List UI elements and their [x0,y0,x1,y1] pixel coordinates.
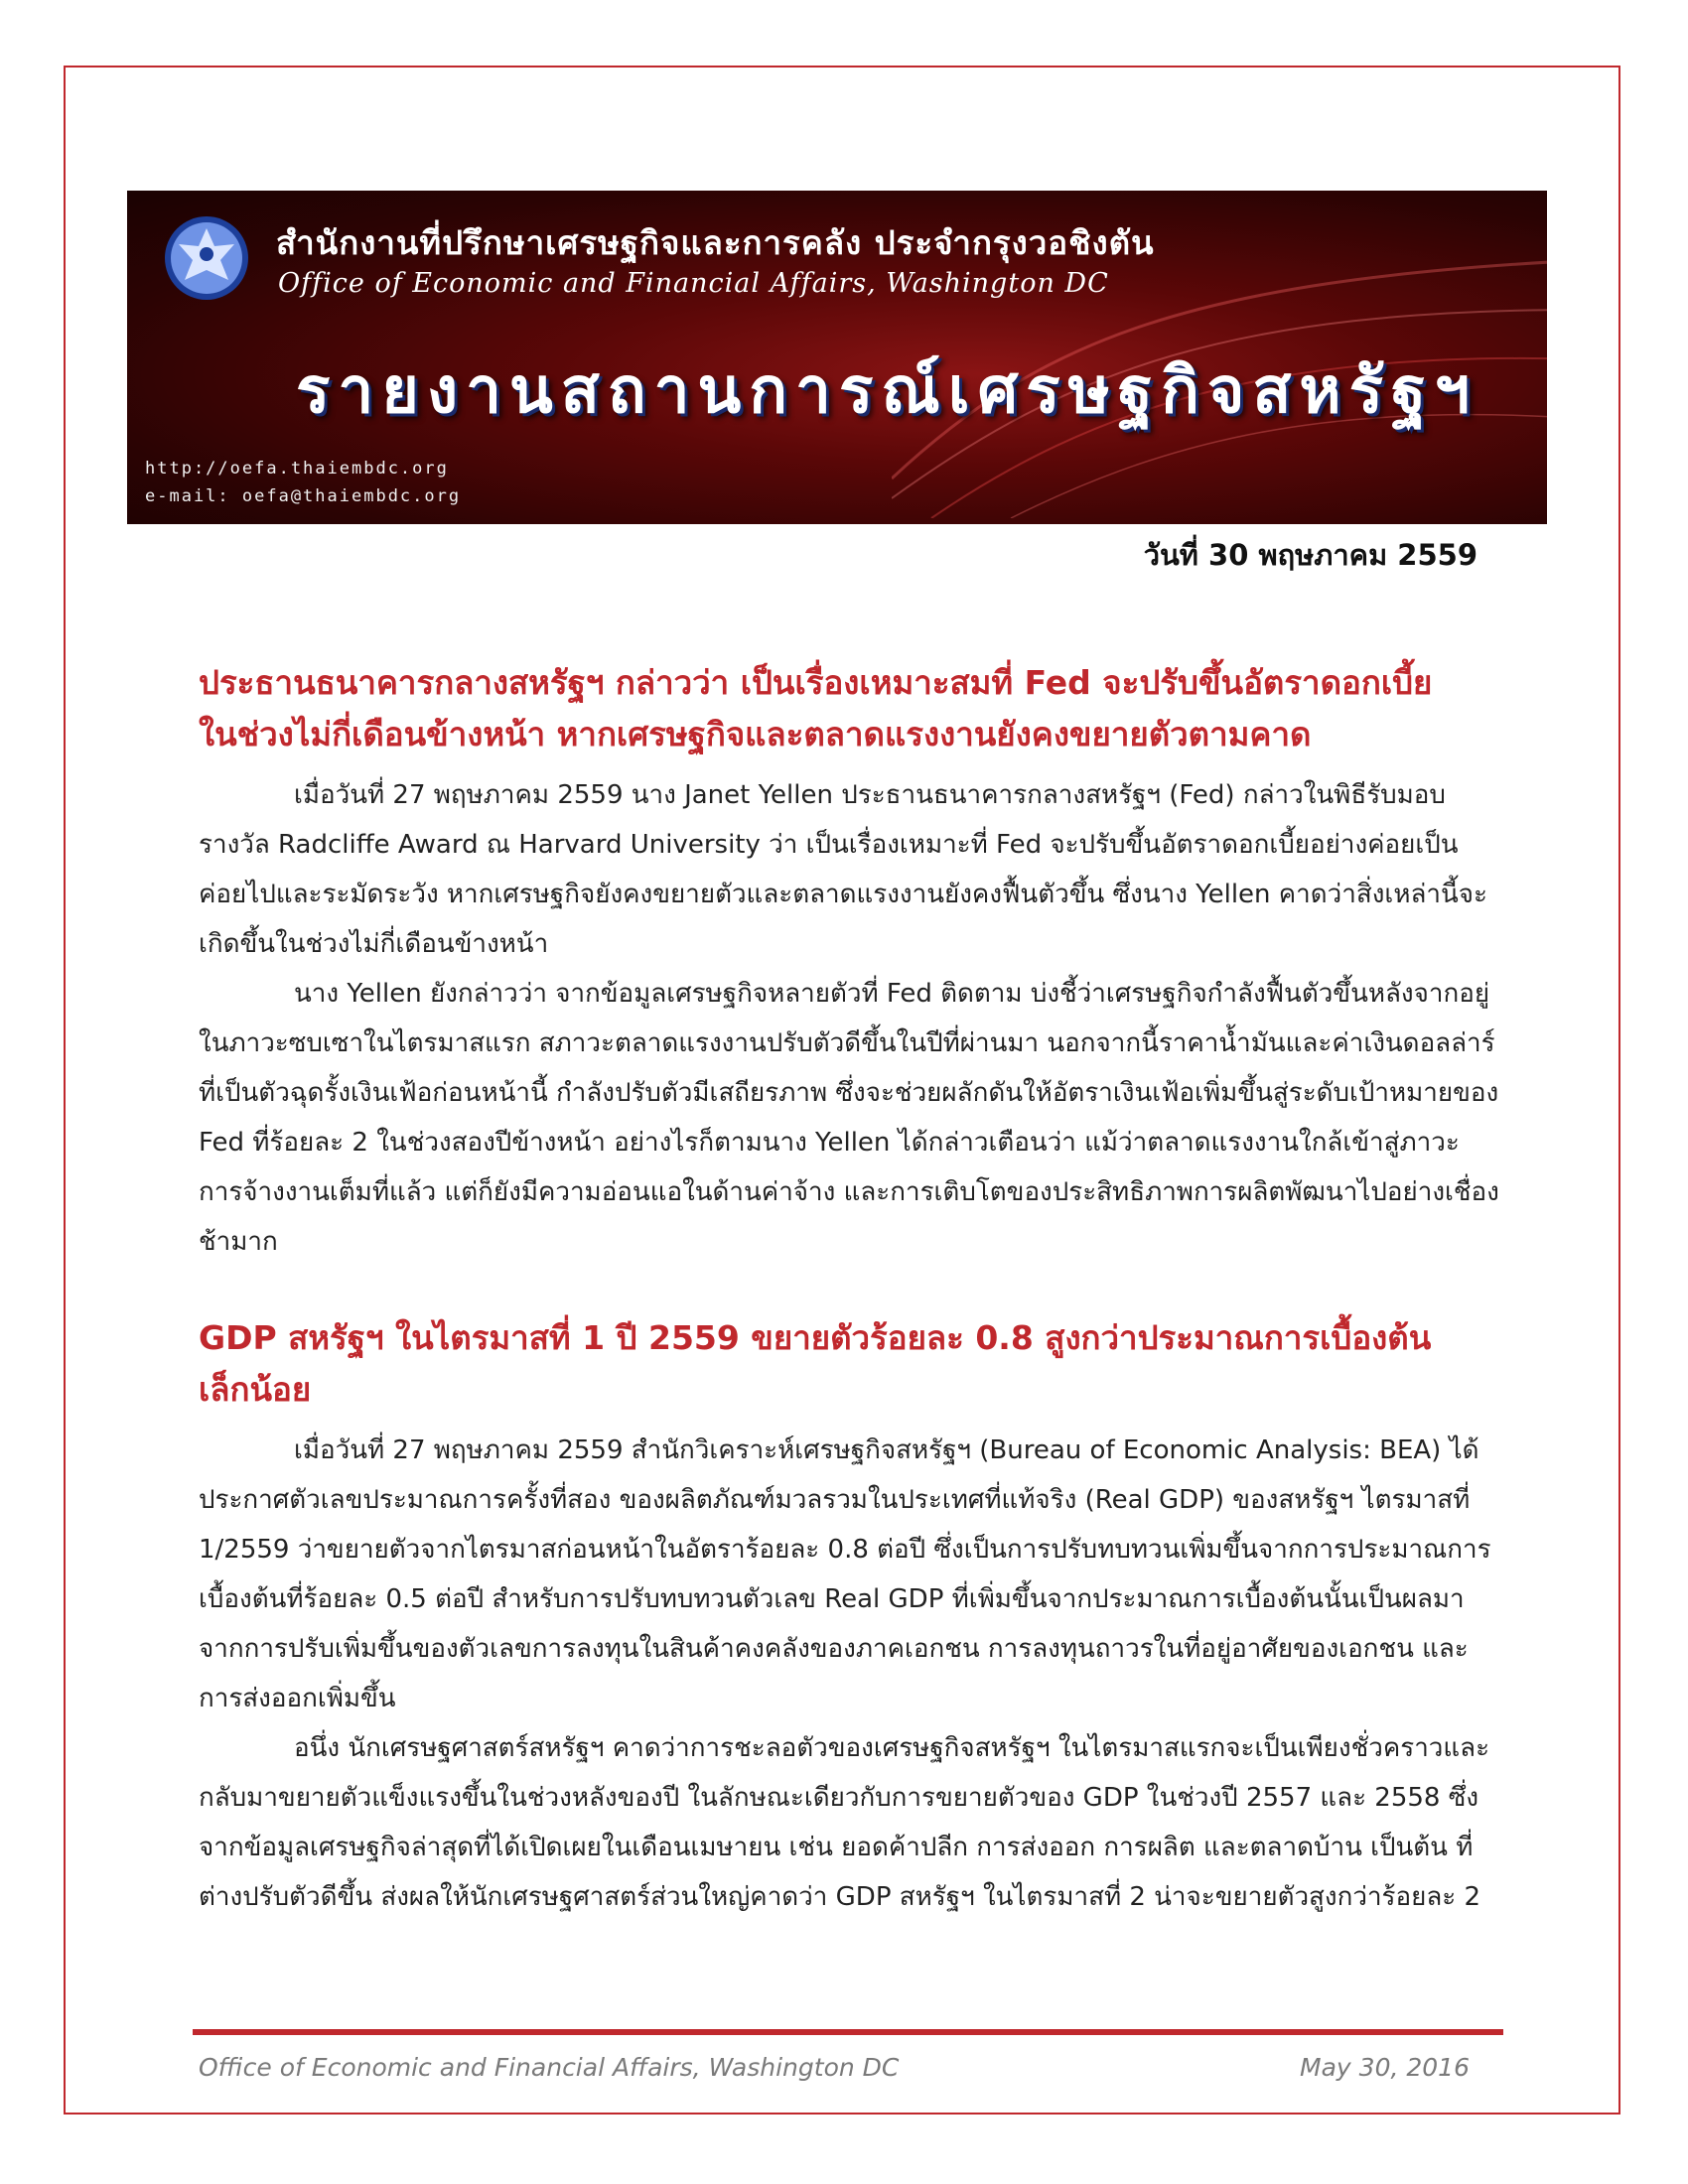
footer-divider [193,2029,1503,2035]
section-2-paragraph-2 [199,1723,1499,1922]
banner-org-english: Office of Economic and Financial Affairs, Washington DC [278,268,1109,299]
footer-organization: Office of Economic and Financial Affairs, Washington DC [199,2053,900,2082]
banner-website-link[interactable]: http://oefa.thaiembdc.org [145,459,449,478]
paragraph-text: เมื่อวันที่ 27 พฤษภาคม 2559 สำนักวิเคราะห์เศรษฐกิจสหรัฐฯ (Bureau of Economic Analysis: BEA) ได้ประกาศตัวเลขประมาณการครั้งที่สอง ของผลิตภัณฑ์มวลรวมในประเทศที่แท้จริง (Real GDP) ของสหรัฐฯ ไตรมาสที่ 1/2559 ว่าขยายตัวจากไตรมาสก่อนหน้าในอัตราร้อยละ 0.8 ต่อปี ซึ่งเป็นการปรับทบทวนเพิ่มขึ้นจากการประมาณการเบื้องต้นที่ร้อยละ 0.5 ต่อปี สำหรับการปรับทบทวนตัวเลข Real GDP ที่เพิ่มขึ้นจากประมาณการเบื้องต้นนั้นเป็นผลมาจากการปรับเพิ่มขึ้นของตัวเลขการลงทุนในสินค้าคงคลังของภาคเอกชน การลงทุนถาวรในที่อยู่อาศัยของเอกชน และการส่งออกเพิ่มขึ้น [199,1435,1491,1713]
section-2-heading-line: GDP สหรัฐฯ ในไตรมาสที่ 1 ปี 2559 ขยายตัวร้อยละ 0.8 สูงกว่าประมาณการเบื้องต้น [199,1318,1432,1357]
paragraph-text: นาง Yellen ยังกล่าวว่า จากข้อมูลเศรษฐกิจหลายตัวที่ Fed ติดตาม บ่งชี้ว่าเศรษฐกิจกำลังฟื้นตัวขึ้นหลังจากอยู่ในภาวะซบเซาในไตรมาสแรก สภาวะตลาดแรงงานปรับตัวดีขึ้นในปีที่ผ่านมา นอกจากนี้ราคาน้ำมันและค่าเงินดอลล่าร์ที่เป็นตัวฉุดรั้งเงินเฟ้อก่อนหน้านี้ กำลังปรับตัวมีเสถียรภาพ ซึ่งจะช่วยผลักดันให้อัตราเงินเฟ้อเพิ่มขึ้นสู่ระดับเป้าหมายของ Fed ที่ร้อยละ 2 ในช่วงสองปีข้างหน้า อย่างไรก็ตามนาง Yellen ได้กล่าวเตือนว่า แม้ว่าตลาดแรงงานใกล้เข้าสู่ภาวะการจ้างงานเต็มที่แล้ว แต่ก็ยังมีความอ่อนแอในด้านค่าจ้าง และการเติบโตของประสิทธิภาพการผลิตพัฒนาไปอย่างเชื่องช้ามาก [199,979,1499,1257]
paragraph-text: เมื่อวันที่ 27 พฤษภาคม 2559 นาง Janet Yellen ประธานธนาคารกลางสหรัฐฯ (Fed) กล่าวในพิธีรับมอบรางวัล Radcliffe Award ณ Harvard University ว่า เป็นเรื่องเหมาะที่ Fed จะปรับขึ้นอัตราดอกเบี้ยอย่างค่อยเป็นค่อยไปและระมัดระวัง หากเศรษฐกิจยังคงขยายตัวและตลาดแรงงานยังคงฟื้นตัวขึ้น ซึ่งนาง Yellen คาดว่าสิ่งเหล่านี้จะเกิดขึ้นในช่วงไม่กี่เดือนข้างหน้า [199,780,1487,959]
section-2-heading [199,1312,1489,1416]
section-1-heading-line: ในช่วงไม่กี่เดือนข้างหน้า หากเศรษฐกิจและตลาดแรงงานยังคงขยายตัวตามคาด [199,715,1312,753]
banner-title: รายงานสถานการณ์เศรษฐกิจสหรัฐฯ [296,354,1478,428]
garuda-seal-icon [163,214,250,302]
report-date: วันที่ 30 พฤษภาคม 2559 [1143,538,1477,572]
report-banner [127,191,1547,524]
section-1-paragraph-2 [199,969,1499,1267]
banner-org-thai: สำนักงานที่ปรึกษาเศรษฐกิจและการคลัง ประจำกรุงวอชิงตัน [276,223,1155,262]
section-2-paragraph-1 [199,1426,1499,1723]
paragraph-text: อนึ่ง นักเศรษฐศาสตร์สหรัฐฯ คาดว่าการชะลอตัวของเศรษฐกิจสหรัฐฯ ในไตรมาสแรกจะเป็นเพียงชั่วคราวและกลับมาขยายตัวแข็งแรงขึ้นในช่วงหลังของปี ในลักษณะเดียวกับการขยายตัวของ GDP ในช่วงปี 2557 และ 2558 ซึ่งจากข้อมูลเศรษฐกิจล่าสุดที่ได้เปิดเผยในเดือนเมษายน เช่น ยอดค้าปลีก การส่งออก การผลิต และตลาดบ้าน เป็นต้น ที่ต่างปรับตัวดีขึ้น ส่งผลให้นักเศรษฐศาสตร์ส่วนใหญ่คาดว่า GDP สหรัฐฯ ในไตรมาสที่ 2 น่าจะขยายตัวสูงกว่าร้อยละ 2 [199,1733,1490,1912]
section-1-heading-line: ประธานธนาคารกลางสหรัฐฯ กล่าวว่า เป็นเรื่องเหมาะสมที่ Fed จะปรับขึ้นอัตราดอกเบี้ย [199,663,1433,702]
banner-email-link[interactable]: e-mail: oefa@thaiembdc.org [145,486,462,506]
section-1-paragraph-1 [199,770,1499,969]
section-1-heading [199,657,1489,760]
section-2-heading-line: เล็กน้อย [199,1370,312,1409]
footer-date: May 30, 2016 [1300,2053,1470,2082]
